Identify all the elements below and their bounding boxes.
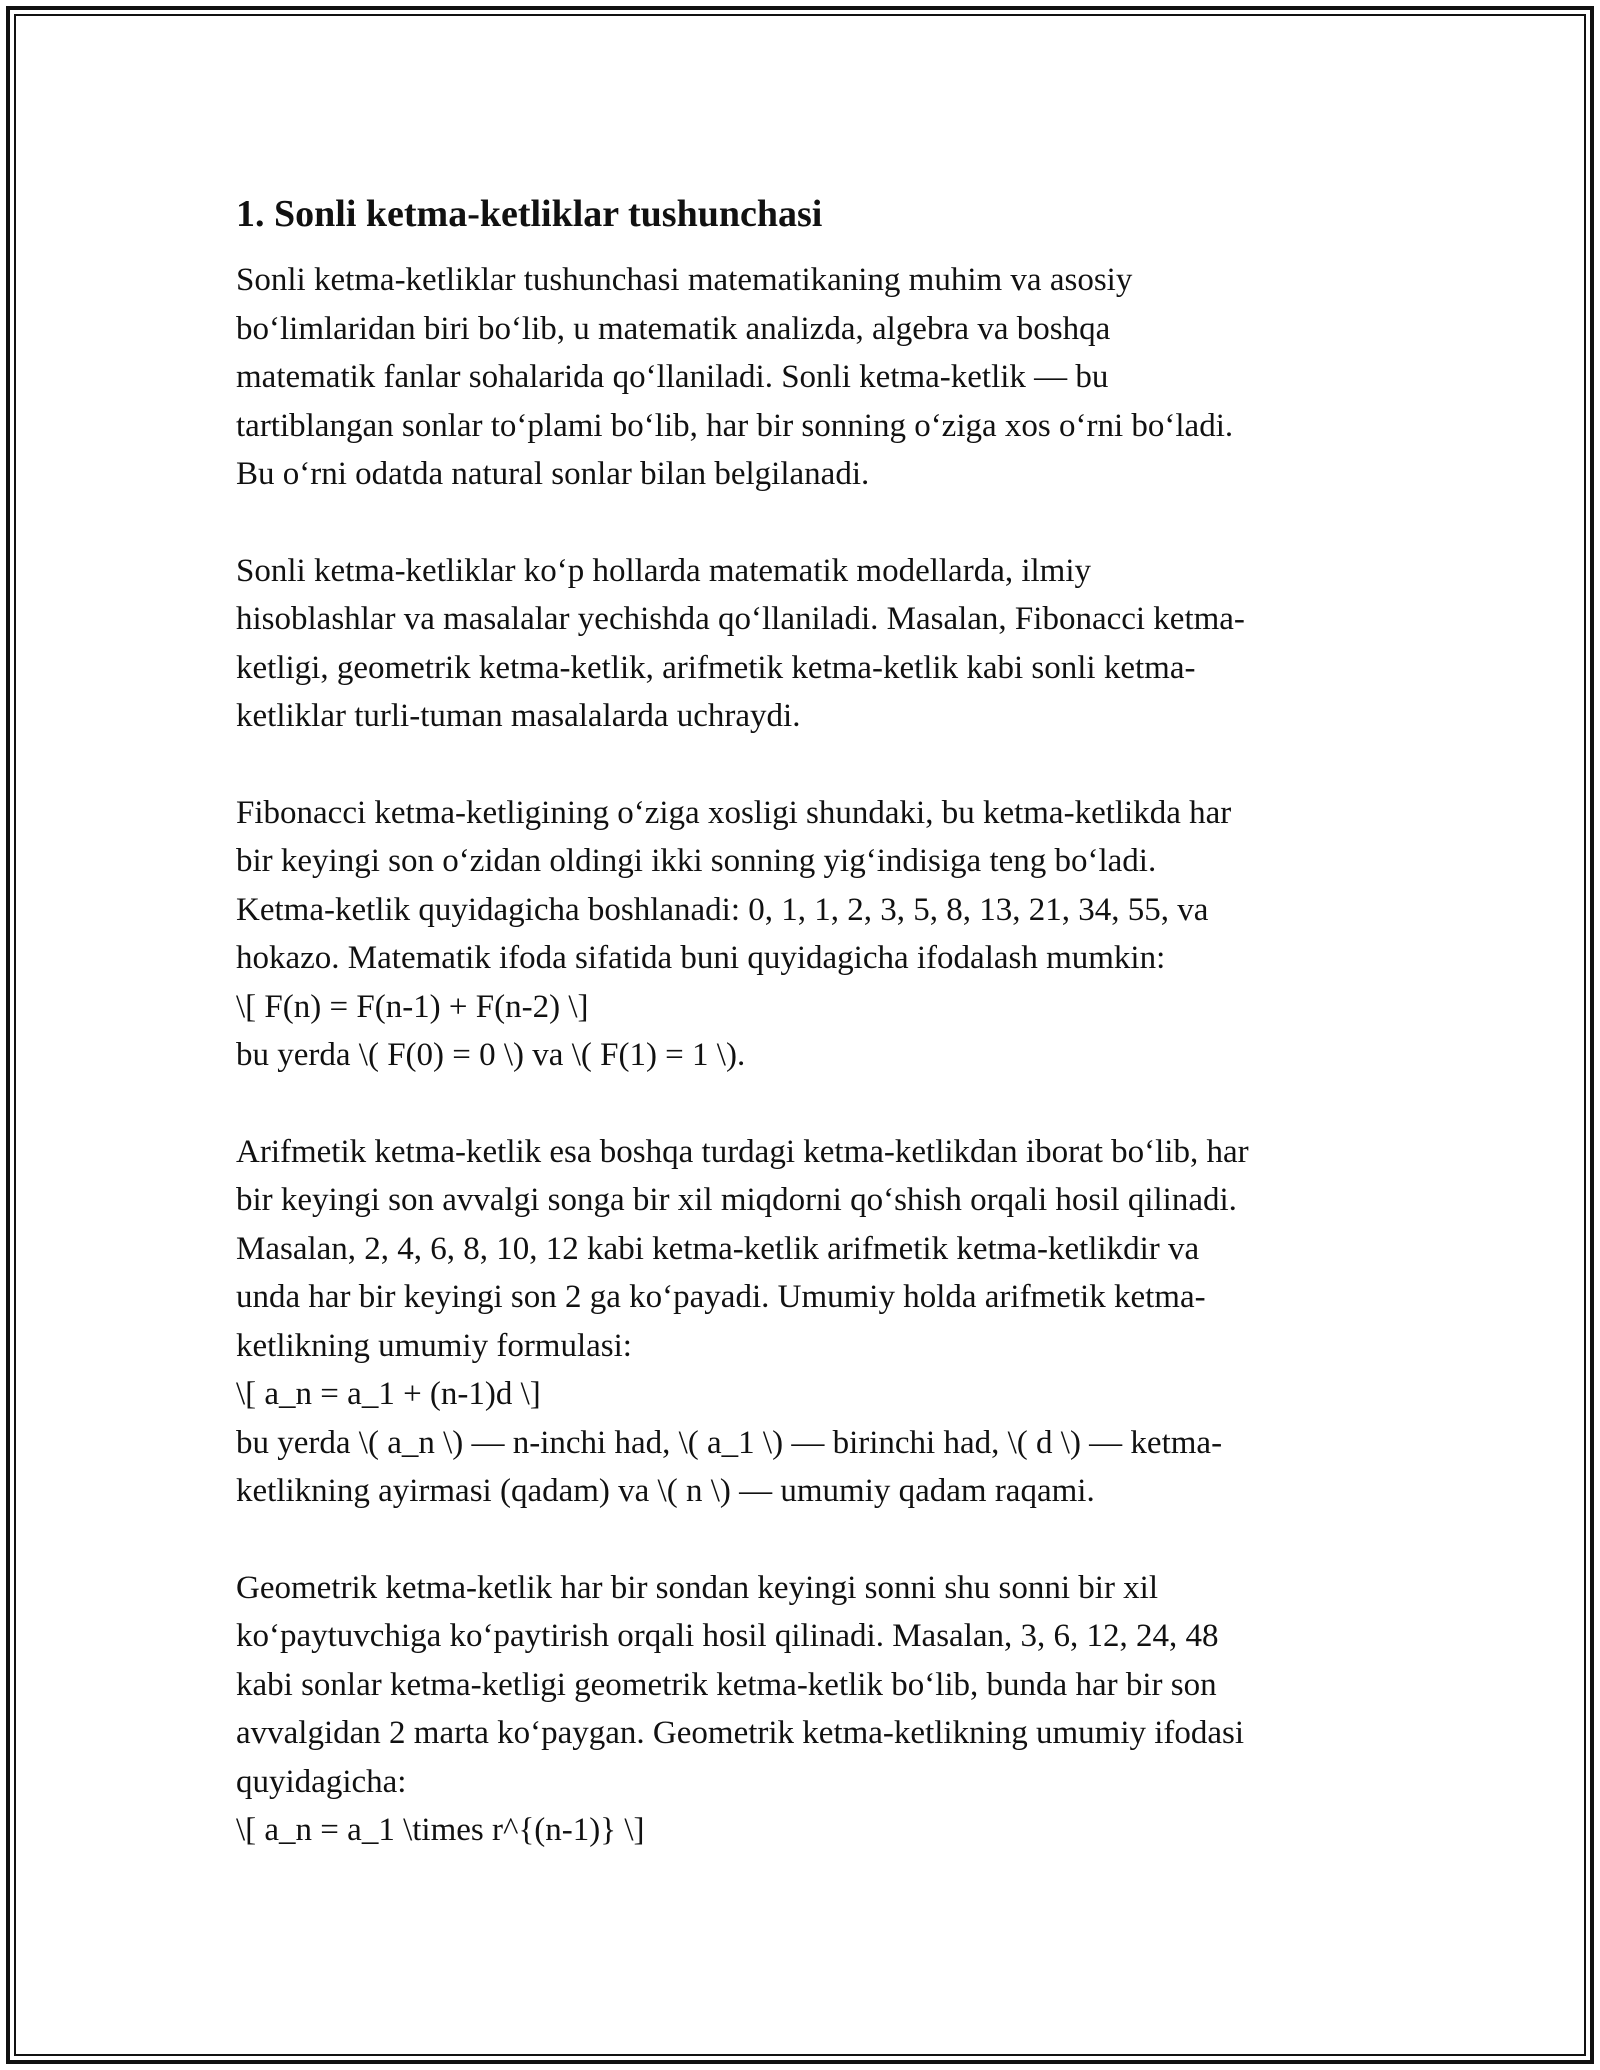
text-line: bir keyingi son o‘zidan oldingi ikki sonning yig‘indisiga teng bo‘ladi. bbox=[236, 843, 1157, 879]
text-line: ketlikning umumiy formulasi: bbox=[236, 1327, 632, 1364]
text-line: Geometrik ketma-ketlik har bir sondan keyingi sonni shu sonni bir xil bbox=[236, 1569, 1159, 1606]
text-line: quyidagicha: bbox=[236, 1763, 407, 1800]
text-line: tartiblangan sonlar to‘plami bo‘lib, har bir sonning o‘ziga xos o‘rni bo‘ladi. bbox=[236, 407, 1234, 444]
text-line: Fibonacci ketma-ketligining o‘ziga xosligi shundaki, bu ketma-ketlikda har bbox=[236, 794, 1232, 831]
text-line: matematik fanlar sohalarida qo‘llaniladi. Sonli ketma-ketlik — bu bbox=[236, 359, 1109, 395]
document-body bbox=[236, 186, 1386, 1903]
formula-line: \[ a_n = a_1 \times r^{(n-1)} \] bbox=[236, 1812, 645, 1848]
paragraph-arithmetic bbox=[236, 1128, 1386, 1516]
text-line: kabi sonlar ketma-ketligi geometrik ketma-ketlik bo‘lib, bunda har bir son bbox=[236, 1666, 1217, 1703]
paragraph-intro bbox=[236, 256, 1386, 499]
text-line: unda har bir keyingi son 2 ga ko‘payadi. Umumiy holda arifmetik ketma- bbox=[236, 1279, 1206, 1315]
text-line: avvalgidan 2 marta ko‘paygan. Geometrik ketma-ketlikning umumiy ifodasi bbox=[236, 1715, 1245, 1751]
paragraph-geometric bbox=[236, 1564, 1386, 1855]
text-line: Arifmetik ketma-ketlik esa boshqa turdagi ketma-ketlikdan iborat bo‘lib, har bbox=[236, 1133, 1249, 1170]
text-line: bu yerda \( a_n \) — n-inchi had, \( a_1 \) — birinchi had, \( d \) — ketma- bbox=[236, 1424, 1223, 1461]
formula-line: \[ F(n) = F(n-1) + F(n-2) \] bbox=[236, 988, 589, 1025]
text-line: Bu o‘rni odatda natural sonlar bilan belgilanadi. bbox=[236, 456, 870, 492]
text-line: bir keyingi son avvalgi songa bir xil miqdorni qo‘shish orqali hosil qilinadi. bbox=[236, 1182, 1237, 1218]
formula-line: \[ a_n = a_1 + (n-1)d \] bbox=[236, 1376, 541, 1412]
text-line: Sonli ketma-ketliklar tushunchasi matematikaning muhim va asosiy bbox=[236, 262, 1133, 298]
text-line: Sonli ketma-ketliklar ko‘p hollarda matematik modellarda, ilmiy bbox=[236, 552, 1092, 589]
paragraph-fibonacci bbox=[236, 789, 1386, 1080]
section-heading: 1. Sonli ketma-ketliklar tushunchasi bbox=[236, 193, 823, 235]
text-line: hokazo. Matematik ifoda sifatida buni quyidagicha ifodalash mumkin: bbox=[236, 940, 1166, 976]
text-line: ketlikning ayirmasi (qadam) va \( n \) — umumiy qadam raqami. bbox=[236, 1473, 1095, 1509]
text-line: ketligi, geometrik ketma-ketlik, arifmetik ketma-ketlik kabi sonli ketma- bbox=[236, 649, 1196, 686]
text-line: ko‘paytuvchiga ko‘paytirish orqali hosil qilinadi. Masalan, 3, 6, 12, 24, 48 bbox=[236, 1618, 1219, 1654]
text-line: ketliklar turli-tuman masalalarda uchraydi. bbox=[236, 698, 801, 734]
text-line: hisoblashlar va masalalar yechishda qo‘llaniladi. Masalan, Fibonacci ketma- bbox=[236, 601, 1245, 637]
paragraph-applications bbox=[236, 547, 1386, 741]
text-line: bu yerda \( F(0) = 0 \) va \( F(1) = 1 \). bbox=[236, 1037, 746, 1073]
text-line: Ketma-ketlik quyidagicha boshlanadi: 0, 1, 1, 2, 3, 5, 8, 13, 21, 34, 55, va bbox=[236, 891, 1209, 928]
text-line: bo‘limlaridan biri bo‘lib, u matematik analizda, algebra va boshqa bbox=[236, 310, 1111, 347]
text-line: Masalan, 2, 4, 6, 8, 10, 12 kabi ketma-ketlik arifmetik ketma-ketlikdir va bbox=[236, 1230, 1200, 1267]
